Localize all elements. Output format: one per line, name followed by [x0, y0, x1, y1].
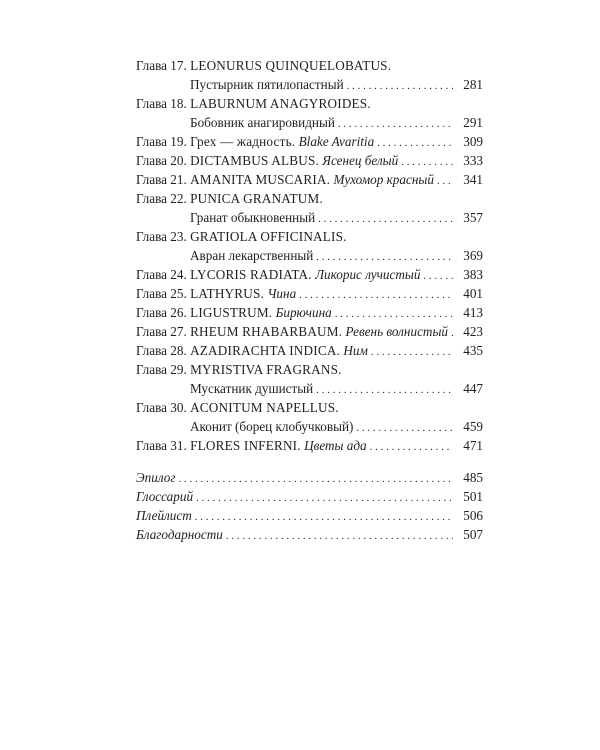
page-number: 281: [463, 77, 483, 92]
toc-line: [136, 265, 483, 284]
chapter-russian-title: Бобовник анагировидный: [190, 115, 335, 130]
toc-chapter-heading: [136, 398, 339, 417]
toc-line: [136, 227, 483, 246]
toc-line: [136, 94, 483, 113]
chapter-latin-title: GRATIOLA OFFICINALIS.: [190, 229, 347, 244]
page-number: 485: [463, 470, 483, 485]
page-number: 501: [463, 489, 483, 504]
chapter-russian-title: Ликорис лучистый: [315, 267, 421, 282]
toc-entry: [136, 132, 483, 151]
toc-line: [136, 246, 483, 265]
toc-entry: [136, 284, 483, 303]
toc-chapter-heading: [136, 322, 448, 341]
toc-back-matter-entry: [136, 525, 483, 544]
chapter-latin-title: AZADIRACHTA INDICA.: [190, 343, 341, 358]
chapter-number: Глава 22.: [136, 191, 187, 206]
chapter-number: Глава 28.: [136, 343, 187, 358]
chapter-latin-title: LATHYRUS.: [190, 286, 265, 301]
page-number: 357: [463, 210, 483, 225]
leader-dots: [437, 172, 453, 191]
toc-line: [136, 113, 483, 132]
page-number: 333: [463, 153, 483, 168]
toc-chapter-heading: [136, 341, 368, 360]
toc-line: [136, 379, 483, 398]
toc-back-matter-entry: [136, 487, 483, 506]
toc-line: [136, 170, 483, 189]
toc-chapter-heading: [136, 436, 367, 455]
chapter-latin-title: ACONITUM NAPELLUS.: [190, 400, 339, 415]
chapter-latin-title: DICTAMBUS ALBUS.: [190, 153, 319, 168]
toc-entry: [136, 265, 483, 284]
toc-line: [136, 322, 483, 341]
toc-line: [136, 284, 483, 303]
page-number: 507: [463, 527, 483, 542]
chapter-russian-title: Blake Avaritia: [298, 134, 375, 149]
page-number: 471: [463, 438, 483, 453]
chapter-russian-title: Пустырник пятилопастный: [190, 77, 344, 92]
toc-chapter-heading: [136, 56, 391, 75]
toc-entry: [136, 322, 483, 341]
chapter-russian-title: Авран лекарственный: [190, 248, 314, 263]
chapter-latin-title: RHEUM RHABARBAUM.: [190, 324, 343, 339]
chapter-russian-title: Цветы ада: [304, 438, 367, 453]
chapter-latin-title: LIGUSTRUM.: [190, 305, 273, 320]
chapter-number: Глава 27.: [136, 324, 187, 339]
page-number: 459: [463, 419, 483, 434]
chapter-latin-title: PUNICA GRANATUM.: [190, 191, 323, 206]
chapter-russian-title: Аконит (борец клобучковый): [190, 419, 354, 434]
leader-dots: [371, 343, 453, 362]
chapter-russian-title: Гранат обыкновенный: [190, 210, 316, 225]
toc-entry: [136, 170, 483, 189]
toc-line: [136, 75, 483, 94]
toc-chapter-heading: [136, 151, 398, 170]
toc-back-matter-entry: [136, 468, 483, 487]
toc-entry: [136, 398, 483, 436]
leader-dots: [451, 324, 453, 343]
chapter-latin-title: LEONURUS QUINQUELOBATUS.: [190, 58, 392, 73]
leader-dots: [356, 419, 453, 438]
chapter-number: Глава 25.: [136, 286, 187, 301]
toc-line: [136, 398, 483, 417]
page-number: 309: [463, 134, 483, 149]
page-number: 291: [463, 115, 483, 130]
chapter-latin-title: MYRISTIVA FRAGRANS.: [190, 362, 342, 377]
back-matter-title: Благодарности: [136, 527, 223, 542]
back-matter-title: Плейлист: [136, 508, 192, 523]
page-number: 401: [463, 286, 483, 301]
chapter-russian-title: Чина: [267, 286, 297, 301]
toc-entry: [136, 151, 483, 170]
leader-dots: [195, 508, 453, 527]
toc-chapter-heading: [136, 170, 434, 189]
chapter-number: Глава 19.: [136, 134, 187, 149]
toc-line: [136, 56, 483, 75]
back-matter-title: Глоссарий: [136, 489, 194, 504]
toc-chapter-heading: [136, 303, 332, 322]
chapter-russian-title: Бирючина: [275, 305, 332, 320]
chapter-number: Глава 30.: [136, 400, 187, 415]
page-number: 383: [463, 267, 483, 282]
toc-line: [136, 132, 483, 151]
page-number: 423: [463, 324, 483, 339]
leader-dots: [226, 527, 453, 546]
chapter-number: Глава 31.: [136, 438, 187, 453]
toc-line: [136, 151, 483, 170]
chapter-number: Глава 26.: [136, 305, 187, 320]
chapter-number: Глава 24.: [136, 267, 187, 282]
page-number: 369: [463, 248, 483, 263]
toc-chapter-heading: [136, 227, 347, 246]
leader-dots: [370, 438, 453, 457]
toc-entry: [136, 56, 483, 94]
chapter-number: Глава 18.: [136, 96, 187, 111]
page-number: 447: [463, 381, 483, 396]
chapter-number: Глава 21.: [136, 172, 187, 187]
toc-entry: [136, 341, 483, 360]
toc-chapter-heading: [136, 360, 342, 379]
leader-dots: [178, 470, 453, 489]
chapter-latin-title: LABURNUM ANAGYROIDES.: [190, 96, 371, 111]
chapter-number: Глава 29.: [136, 362, 187, 377]
chapter-number: Глава 17.: [136, 58, 187, 73]
toc-line: [136, 417, 483, 436]
toc-back-matter-entry: [136, 506, 483, 525]
toc-entry: [136, 436, 483, 455]
table-of-contents: [136, 56, 483, 544]
toc-line: [136, 189, 483, 208]
toc-entry: [136, 94, 483, 132]
chapter-russian-title: Ним: [343, 343, 368, 358]
leader-dots: [423, 267, 453, 286]
toc-chapter-heading: [136, 132, 374, 151]
toc-line: [136, 208, 483, 227]
toc-line: [136, 436, 483, 455]
back-matter-title: Эпилог: [136, 470, 176, 485]
toc-chapter-heading: [136, 284, 296, 303]
page-number: 413: [463, 305, 483, 320]
chapter-latin-title: LYCORIS RADIATA.: [190, 267, 312, 282]
toc-line: [136, 341, 483, 360]
toc-line: [136, 303, 483, 322]
toc-entry: [136, 360, 483, 398]
toc-chapter-heading: [136, 94, 371, 113]
chapter-russian-title: Мухомор красный: [333, 172, 434, 187]
chapter-number: Глава 23.: [136, 229, 187, 244]
toc-chapter-heading: [136, 189, 323, 208]
leader-dots: [196, 489, 453, 508]
toc-chapter-heading: [136, 265, 420, 284]
toc-entry: [136, 189, 483, 227]
chapter-latin-title: AMANITA MUSCARIA.: [190, 172, 331, 187]
toc-line: [136, 360, 483, 379]
page-number: 435: [463, 343, 483, 358]
page-number: 341: [463, 172, 483, 187]
chapter-russian-title: Мускатник душистый: [190, 381, 314, 396]
chapter-number: Глава 20.: [136, 153, 187, 168]
page-number: 506: [463, 508, 483, 523]
chapter-latin-title: Грех — жадность.: [190, 134, 296, 149]
chapter-latin-title: FLORES INFERNI.: [190, 438, 301, 453]
toc-entry: [136, 303, 483, 322]
chapter-russian-title: Ревень волнистый: [345, 324, 448, 339]
toc-entry: [136, 227, 483, 265]
chapter-russian-title: Ясенец белый: [322, 153, 399, 168]
